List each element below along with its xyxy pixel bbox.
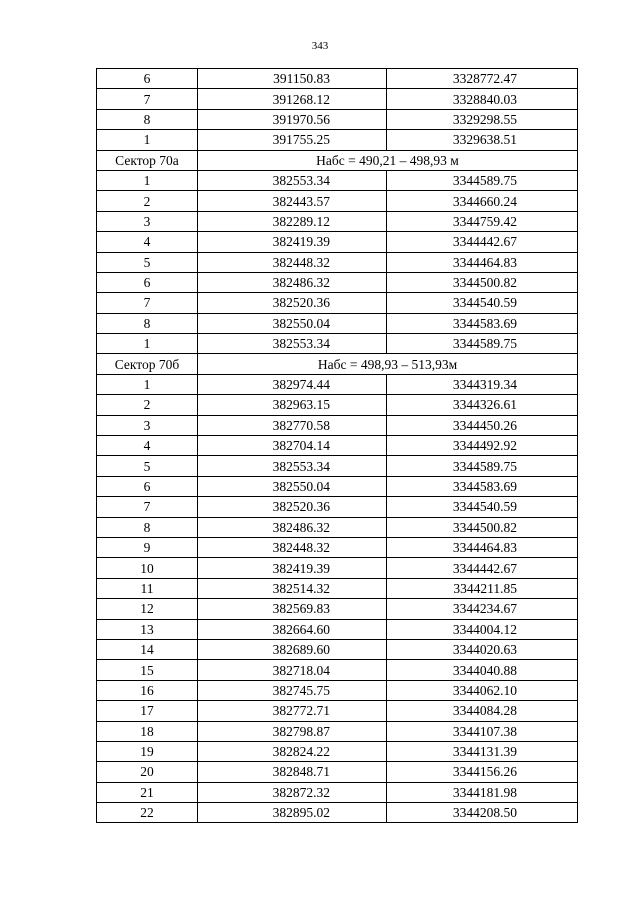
x-coordinate: 382553.34	[198, 170, 387, 190]
y-coordinate: 3344020.63	[387, 639, 578, 659]
x-coordinate: 382443.57	[198, 191, 387, 211]
y-coordinate: 3344492.92	[387, 436, 578, 456]
point-number: 3	[97, 211, 198, 231]
x-coordinate: 382448.32	[198, 537, 387, 557]
x-coordinate: 382772.71	[198, 701, 387, 721]
table-row	[97, 497, 578, 517]
point-number: 9	[97, 537, 198, 557]
point-number: 4	[97, 436, 198, 456]
x-coordinate: 382486.32	[198, 272, 387, 292]
y-coordinate: 3329298.55	[387, 109, 578, 129]
x-coordinate: 382689.60	[198, 639, 387, 659]
point-number: 1	[97, 130, 198, 150]
x-coordinate: 391970.56	[198, 109, 387, 129]
x-coordinate: 382289.12	[198, 211, 387, 231]
y-coordinate: 3344450.26	[387, 415, 578, 435]
table-row	[97, 130, 578, 150]
y-coordinate: 3344156.26	[387, 762, 578, 782]
y-coordinate: 3344084.28	[387, 701, 578, 721]
y-coordinate: 3344442.67	[387, 232, 578, 252]
sector-header-row	[97, 150, 578, 170]
y-coordinate: 3344004.12	[387, 619, 578, 639]
x-coordinate: 382895.02	[198, 803, 387, 823]
table-row	[97, 374, 578, 394]
x-coordinate: 382448.32	[198, 252, 387, 272]
y-coordinate: 3344181.98	[387, 782, 578, 802]
table-row	[97, 701, 578, 721]
table-row	[97, 232, 578, 252]
coordinates-table-body	[97, 69, 578, 823]
table-row	[97, 293, 578, 313]
y-coordinate: 3344131.39	[387, 741, 578, 761]
table-row	[97, 599, 578, 619]
table-row	[97, 660, 578, 680]
point-number: 8	[97, 517, 198, 537]
point-number: 17	[97, 701, 198, 721]
point-number: 8	[97, 109, 198, 129]
x-coordinate: 382824.22	[198, 741, 387, 761]
table-row	[97, 272, 578, 292]
point-number: 7	[97, 293, 198, 313]
point-number: 16	[97, 680, 198, 700]
x-coordinate: 382745.75	[198, 680, 387, 700]
point-number: 8	[97, 313, 198, 333]
y-coordinate: 3344660.24	[387, 191, 578, 211]
table-row	[97, 170, 578, 190]
sector-header-row	[97, 354, 578, 374]
y-coordinate: 3344326.61	[387, 395, 578, 415]
point-number: 14	[97, 639, 198, 659]
y-coordinate: 3344500.82	[387, 517, 578, 537]
point-number: 6	[97, 476, 198, 496]
y-coordinate: 3344759.42	[387, 211, 578, 231]
x-coordinate: 382419.39	[198, 558, 387, 578]
y-coordinate: 3328840.03	[387, 89, 578, 109]
x-coordinate: 382770.58	[198, 415, 387, 435]
point-number: 5	[97, 252, 198, 272]
table-row	[97, 395, 578, 415]
point-number: 13	[97, 619, 198, 639]
table-row	[97, 436, 578, 456]
point-number: 21	[97, 782, 198, 802]
point-number: 4	[97, 232, 198, 252]
y-coordinate: 3344040.88	[387, 660, 578, 680]
x-coordinate: 382553.34	[198, 334, 387, 354]
table-row	[97, 578, 578, 598]
y-coordinate: 3344540.59	[387, 497, 578, 517]
y-coordinate: 3344583.69	[387, 313, 578, 333]
x-coordinate: 391268.12	[198, 89, 387, 109]
y-coordinate: 3344211.85	[387, 578, 578, 598]
point-number: 3	[97, 415, 198, 435]
y-coordinate: 3329638.51	[387, 130, 578, 150]
x-coordinate: 382550.04	[198, 476, 387, 496]
x-coordinate: 382486.32	[198, 517, 387, 537]
y-coordinate: 3344464.83	[387, 537, 578, 557]
y-coordinate: 3344107.38	[387, 721, 578, 741]
point-number: 6	[97, 69, 198, 89]
table-row	[97, 558, 578, 578]
x-coordinate: 382704.14	[198, 436, 387, 456]
x-coordinate: 382718.04	[198, 660, 387, 680]
point-number: 18	[97, 721, 198, 741]
table-row	[97, 69, 578, 89]
table-row	[97, 619, 578, 639]
table-row	[97, 762, 578, 782]
table-row	[97, 537, 578, 557]
y-coordinate: 3344589.75	[387, 456, 578, 476]
point-number: 10	[97, 558, 198, 578]
point-number: 6	[97, 272, 198, 292]
x-coordinate: 382872.32	[198, 782, 387, 802]
point-number: 22	[97, 803, 198, 823]
table-row	[97, 782, 578, 802]
x-coordinate: 391755.25	[198, 130, 387, 150]
table-row	[97, 476, 578, 496]
point-number: 7	[97, 89, 198, 109]
point-number: 2	[97, 395, 198, 415]
point-number: 12	[97, 599, 198, 619]
point-number: 2	[97, 191, 198, 211]
y-coordinate: 3344540.59	[387, 293, 578, 313]
point-number: 20	[97, 762, 198, 782]
table-row	[97, 721, 578, 741]
point-number: 7	[97, 497, 198, 517]
point-number: 1	[97, 334, 198, 354]
y-coordinate: 3344208.50	[387, 803, 578, 823]
point-number: 15	[97, 660, 198, 680]
x-coordinate: 382419.39	[198, 232, 387, 252]
coordinates-table	[96, 68, 578, 823]
y-coordinate: 3344319.34	[387, 374, 578, 394]
y-coordinate: 3344589.75	[387, 334, 578, 354]
table-row	[97, 741, 578, 761]
page-number: 343	[311, 40, 329, 52]
table-row	[97, 415, 578, 435]
x-coordinate: 382798.87	[198, 721, 387, 741]
y-coordinate: 3344234.67	[387, 599, 578, 619]
table-row	[97, 334, 578, 354]
sector-elevation: Набс = 490,21 – 498,93 м	[198, 150, 578, 170]
table-row	[97, 252, 578, 272]
y-coordinate: 3344062.10	[387, 680, 578, 700]
point-number: 1	[97, 374, 198, 394]
y-coordinate: 3344442.67	[387, 558, 578, 578]
table-row	[97, 191, 578, 211]
y-coordinate: 3344583.69	[387, 476, 578, 496]
point-number: 19	[97, 741, 198, 761]
point-number: 5	[97, 456, 198, 476]
table-row	[97, 680, 578, 700]
table-row	[97, 639, 578, 659]
table-row	[97, 517, 578, 537]
x-coordinate: 382569.83	[198, 599, 387, 619]
table-row	[97, 211, 578, 231]
y-coordinate: 3344500.82	[387, 272, 578, 292]
sector-elevation: Набс = 498,93 – 513,93м	[198, 354, 578, 374]
x-coordinate: 382553.34	[198, 456, 387, 476]
y-coordinate: 3328772.47	[387, 69, 578, 89]
x-coordinate: 391150.83	[198, 69, 387, 89]
x-coordinate: 382520.36	[198, 293, 387, 313]
sector-name: Сектор 70а	[97, 150, 198, 170]
table-row	[97, 803, 578, 823]
x-coordinate: 382664.60	[198, 619, 387, 639]
point-number: 1	[97, 170, 198, 190]
x-coordinate: 382514.32	[198, 578, 387, 598]
table-row	[97, 313, 578, 333]
x-coordinate: 382963.15	[198, 395, 387, 415]
table-row	[97, 456, 578, 476]
sector-name: Сектор 70б	[97, 354, 198, 374]
point-number: 11	[97, 578, 198, 598]
x-coordinate: 382974.44	[198, 374, 387, 394]
table-row	[97, 109, 578, 129]
table-row	[97, 89, 578, 109]
x-coordinate: 382550.04	[198, 313, 387, 333]
x-coordinate: 382848.71	[198, 762, 387, 782]
y-coordinate: 3344589.75	[387, 170, 578, 190]
x-coordinate: 382520.36	[198, 497, 387, 517]
y-coordinate: 3344464.83	[387, 252, 578, 272]
